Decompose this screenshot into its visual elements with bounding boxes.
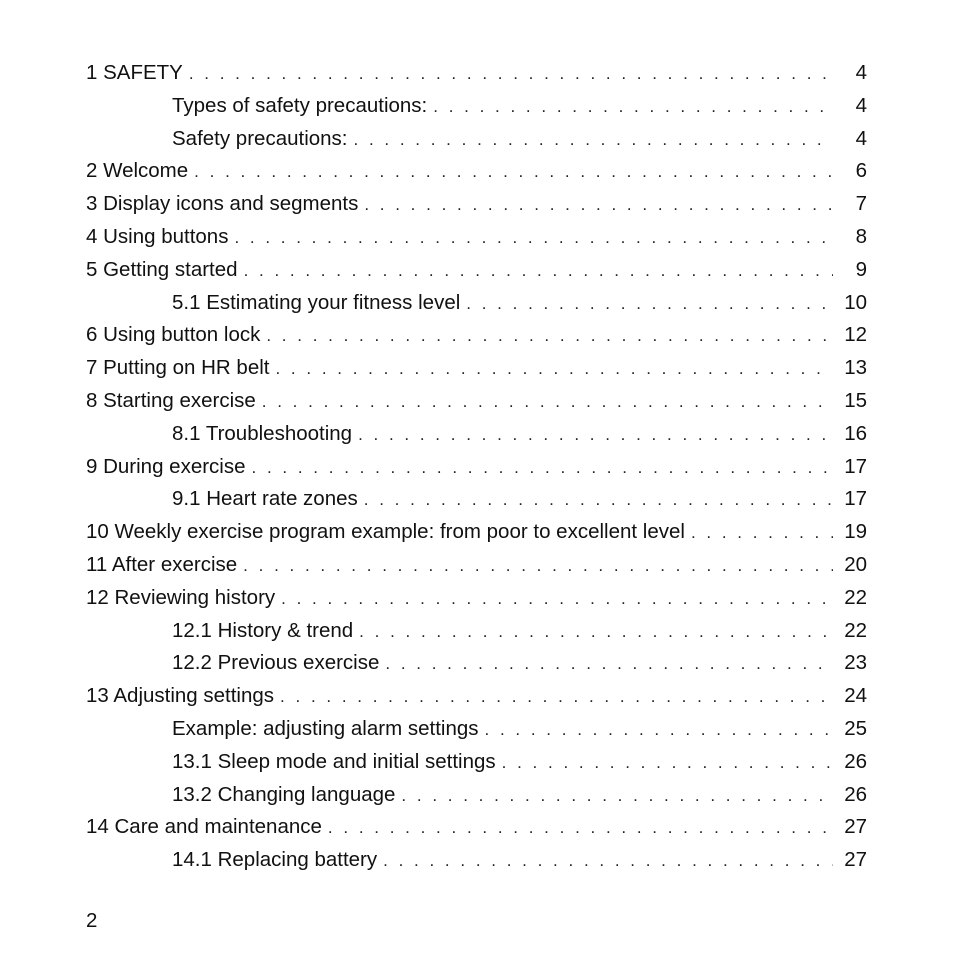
toc-entry-title: 3 Display icons and segments (86, 192, 359, 216)
toc-entry-title: 13 Adjusting settings (86, 684, 275, 708)
toc-entry[interactable] (86, 155, 867, 188)
toc-entry-title: Example: adjusting alarm settings (172, 716, 479, 740)
toc-dot-leader (691, 517, 833, 550)
toc-entry-page: 20 (844, 552, 867, 576)
toc-entry-page: 13 (844, 356, 867, 380)
toc-dot-leader (194, 156, 833, 189)
toc-entry-title: 12.2 Previous exercise (172, 651, 380, 675)
toc-entry[interactable] (86, 418, 867, 451)
toc-entry-page: 26 (844, 749, 867, 773)
toc-entry[interactable] (86, 319, 867, 352)
toc-entry-title: 9 During exercise (86, 454, 246, 478)
toc-dot-leader (262, 386, 833, 419)
toc-dot-leader (502, 747, 833, 780)
toc-entry[interactable] (86, 516, 867, 549)
toc-entry-title: 7 Putting on HR belt (86, 356, 270, 380)
toc-entry-title: Types of safety precautions: (172, 93, 428, 117)
toc-entry-title: 14.1 Replacing battery (172, 848, 378, 872)
toc-entry[interactable] (86, 188, 867, 221)
toc-entry-page: 16 (844, 421, 867, 445)
toc-entry-page: 7 (855, 192, 867, 216)
toc-dot-leader (359, 616, 833, 649)
toc-entry-page: 27 (844, 848, 867, 872)
toc-dot-leader (358, 419, 833, 452)
toc-dot-leader (266, 320, 833, 353)
toc-entry-page: 6 (855, 159, 867, 183)
toc-entry-page: 23 (844, 651, 867, 675)
toc-dot-leader (189, 58, 833, 91)
toc-dot-leader (364, 189, 833, 222)
toc-entry[interactable] (86, 254, 867, 287)
toc-entry-title: 5.1 Estimating your fitness level (172, 290, 461, 314)
toc-entry[interactable] (86, 90, 867, 123)
toc-entry[interactable] (86, 582, 867, 615)
toc-entry-title: 2 Welcome (86, 159, 189, 183)
toc-entry[interactable] (86, 811, 867, 844)
toc-dot-leader (354, 124, 834, 157)
toc-dot-leader (401, 780, 833, 813)
toc-entry-page: 27 (844, 815, 867, 839)
toc-entry[interactable] (86, 713, 867, 746)
toc-entry-page: 22 (844, 618, 867, 642)
toc-entry-page: 4 (855, 126, 867, 150)
toc-dot-leader (252, 452, 833, 485)
toc-entry-title: 5 Getting started (86, 257, 238, 281)
toc-entry-page: 17 (844, 487, 867, 511)
toc-entry-title: 1 SAFETY (86, 61, 183, 84)
toc-entry[interactable] (86, 680, 867, 713)
toc-entry[interactable] (86, 451, 867, 484)
toc-entry[interactable] (86, 615, 867, 648)
toc-entry-title: 13.2 Changing language (172, 782, 396, 806)
toc-entry-page: 22 (844, 585, 867, 609)
toc-dot-leader (328, 812, 833, 845)
toc-entry-title: 8.1 Troubleshooting (172, 421, 353, 445)
toc-entry-page: 24 (844, 684, 867, 708)
toc-entry-page: 8 (855, 224, 867, 248)
toc-list (86, 57, 867, 877)
toc-entry[interactable] (86, 844, 867, 877)
toc-entry[interactable] (86, 647, 867, 680)
toc-dot-leader (275, 353, 833, 386)
table-of-contents (86, 57, 867, 877)
toc-entry-page: 17 (844, 454, 867, 478)
toc-entry-title: 4 Using buttons (86, 224, 229, 248)
toc-entry[interactable] (86, 385, 867, 418)
toc-entry-page: 25 (844, 716, 867, 740)
toc-dot-leader (466, 288, 833, 321)
toc-entry-title: 6 Using button lock (86, 323, 261, 347)
toc-entry-page: 4 (855, 93, 867, 117)
toc-dot-leader (485, 714, 833, 747)
toc-entry-title: 9.1 Heart rate zones (172, 487, 358, 511)
toc-entry[interactable] (86, 352, 867, 385)
toc-entry-title: 10 Weekly exercise program example: from poor to excellent level (86, 520, 685, 544)
toc-entry[interactable] (86, 57, 867, 90)
toc-entry[interactable] (86, 123, 867, 156)
toc-dot-leader (383, 845, 833, 878)
toc-dot-leader (281, 583, 833, 616)
toc-entry[interactable] (86, 549, 867, 582)
toc-entry[interactable] (86, 287, 867, 320)
toc-entry-title: 11 After exercise (86, 552, 238, 576)
toc-entry-title: 12 Reviewing history (86, 585, 276, 609)
toc-dot-leader (433, 91, 833, 124)
toc-entry-title: 8 Starting exercise (86, 388, 256, 412)
toc-entry[interactable] (86, 746, 867, 779)
toc-entry-title: 13.1 Sleep mode and initial settings (172, 749, 496, 773)
toc-entry[interactable] (86, 779, 867, 812)
toc-entry-page: 9 (855, 257, 867, 281)
toc-entry-title: 12.1 History & trend (172, 618, 354, 642)
toc-dot-leader (244, 255, 833, 288)
toc-entry-title: Safety precautions: (172, 126, 348, 150)
toc-dot-leader (385, 648, 833, 681)
toc-dot-leader (364, 484, 833, 517)
toc-entry[interactable] (86, 221, 867, 254)
toc-entry-title: 14 Care and maintenance (86, 815, 322, 839)
toc-entry-page: 15 (844, 388, 867, 412)
page-number: 2 (86, 909, 98, 932)
toc-entry-page: 26 (844, 782, 867, 806)
toc-entry-page: 19 (844, 520, 867, 544)
toc-dot-leader (243, 550, 833, 583)
toc-dot-leader (234, 222, 833, 255)
toc-dot-leader (280, 681, 833, 714)
toc-entry-page: 10 (844, 290, 867, 314)
toc-entry-page: 12 (844, 323, 867, 347)
toc-entry[interactable] (86, 483, 867, 516)
toc-entry-page: 4 (855, 61, 867, 84)
